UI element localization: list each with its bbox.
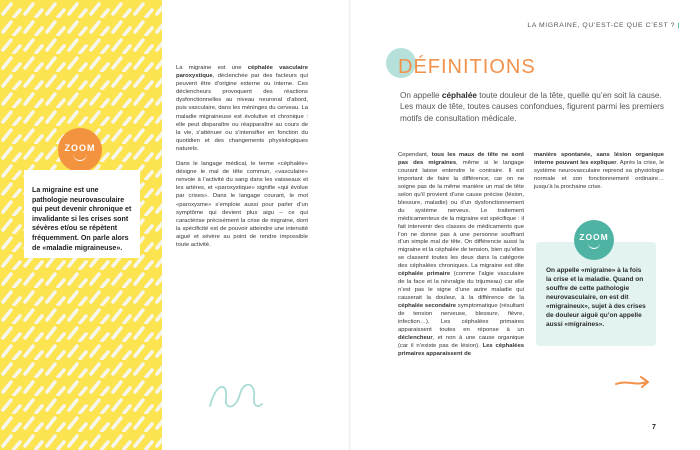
bold-term: manière spontanée, sans lésion organique interne pouvant les expliquer [534,152,664,166]
page-gutter [349,0,351,450]
zoom-box-left [24,170,140,258]
bold-term: Les céphalées primaires apparaissent de [398,342,524,357]
text-run: toute douleur de la tête, quelle qu’en soit la cause. Les maux de tête, toutes causes confondues, figurent parmi les premiers motifs de consultation médicale. [400,91,664,123]
running-header [527,22,680,29]
arrow-right-icon [614,374,652,390]
bold-term: tous les maux de tête ne sont pas des migraines [398,152,524,166]
smile-icon [73,154,87,161]
left-paragraph-2: Dans le langage médical, le terme «céphalée» désigne le mal de tête commun, «vasculaire» renvoie à l’activité du sang dans les vaisseaux et les artères, et «paroxystique» signifie «qui évolue par crises». Dans le langage courant, le mot «paroxysme» s’emploie aussi pour parler d’un symptôme qui devient plus aigu – ce qui caractérise précisément la crise de migraine, dont la spécificité est de pouvoir atteindre une intensité aiguë et sévère au point de rendre impossible toute activité. [176,161,308,248]
right-text-column-2 [534,152,664,192]
bold-term: céphalée vasculaire paroxystique [176,65,308,80]
zoom-text-left: La migraine est une pathologie neurovasculaire qui peut devenir chronique et invalidante si les crises sont sévères et/ou se répètent fréquemment. On parle alors de «maladie migraineuse». [32,186,132,252]
text-run: On appelle [400,91,442,100]
intro-paragraph [400,90,666,124]
bold-term: céphalée [441,91,477,100]
header-section: LA MIGRAINE, QU’EST-CE QUE C’EST ? [527,22,675,29]
left-text-column [176,64,308,256]
bold-term: céphalée primaire [398,271,451,278]
text-run: Cependant, [398,152,432,158]
zoom-badge-label: ZOOM [579,232,609,242]
zoom-badge-orange [58,128,102,172]
right-text-column-1 [398,152,524,359]
squiggle-decoration-icon [206,376,266,416]
text-run: (comme l’algie vasculaire de la face et la névralgie du trijumeau) car elle n’est pas le signe d’une autre maladie qui causerait la douleur, à la différence de la [398,271,524,302]
zoom-text-right: On appelle «migraine» à la fois la crise et la maladie. Quand on souffre de cette pathologie neurovasculaire, on est dit «migraineux», sujet à des crises de douleur aiguë qu’on appelle aussi «migraines». [546,267,646,328]
bold-term: déclencheur [398,334,433,341]
text-run: , et non à une cause organique (car il n’existe pas de lésion). [398,334,524,349]
text-run: , déclenchée par des facteurs qui peuvent être d’origine externe ou interne. Ces déclencheurs provoquent des réactions dysfonctionnelles au niveau neuronal d’abord, puis vasculaire, dans les méninges du cerveau. La maladie migraineuse est évolutive et chronique : elle peut disparaître ou réapparaître au cours de la vie, s’atténuer ou s’intensifier en fonction du quotidien et des changements physiologiques naturels. [176,73,308,152]
smile-icon [588,243,600,249]
text-run: symptomatique (résultant de tension nerveuse, blessure, fièvre, infection…). Les céphalées primaires apparaissent toutes en réponse à un [398,303,524,333]
left-paragraph-1 [176,64,308,153]
text-run: . Après la crise, le système neurovasculaire reprend sa physiologie normale et son fonctionnement ordinaire… jusqu’à la prochaine crise. [534,159,664,190]
text-run: , même si le langage courant laisse entendre le contraire. Il est important de faire la différence, car on ne soigne pas de la même manière un mal de tête selon qu’il provient d’une cause précise (lésion, blessure, maladie) ou d’un dysfonctionnement du système nerveux. Le traitement médicamenteux de la migraine est spécifique : il fait intervenir des classes de médicaments que l’on ne donne pas à une personne souffrant d’un simple mal de tête. On différencie aussi la migraine et la céphalée de tension, bien qu’elles se classent toutes les deux dans la catégorie des céphalées chroniques. La migraine est dite [398,159,524,270]
page-number: 7 [652,424,656,431]
bold-term: céphalée secondaire [398,303,457,310]
page-title: DÉFINITIONS [398,56,536,78]
zoom-badge-label: ZOOM [64,143,96,153]
zoom-badge-teal [574,220,614,260]
text-run: La migraine est une [176,65,248,71]
header-separator: | [677,22,680,29]
